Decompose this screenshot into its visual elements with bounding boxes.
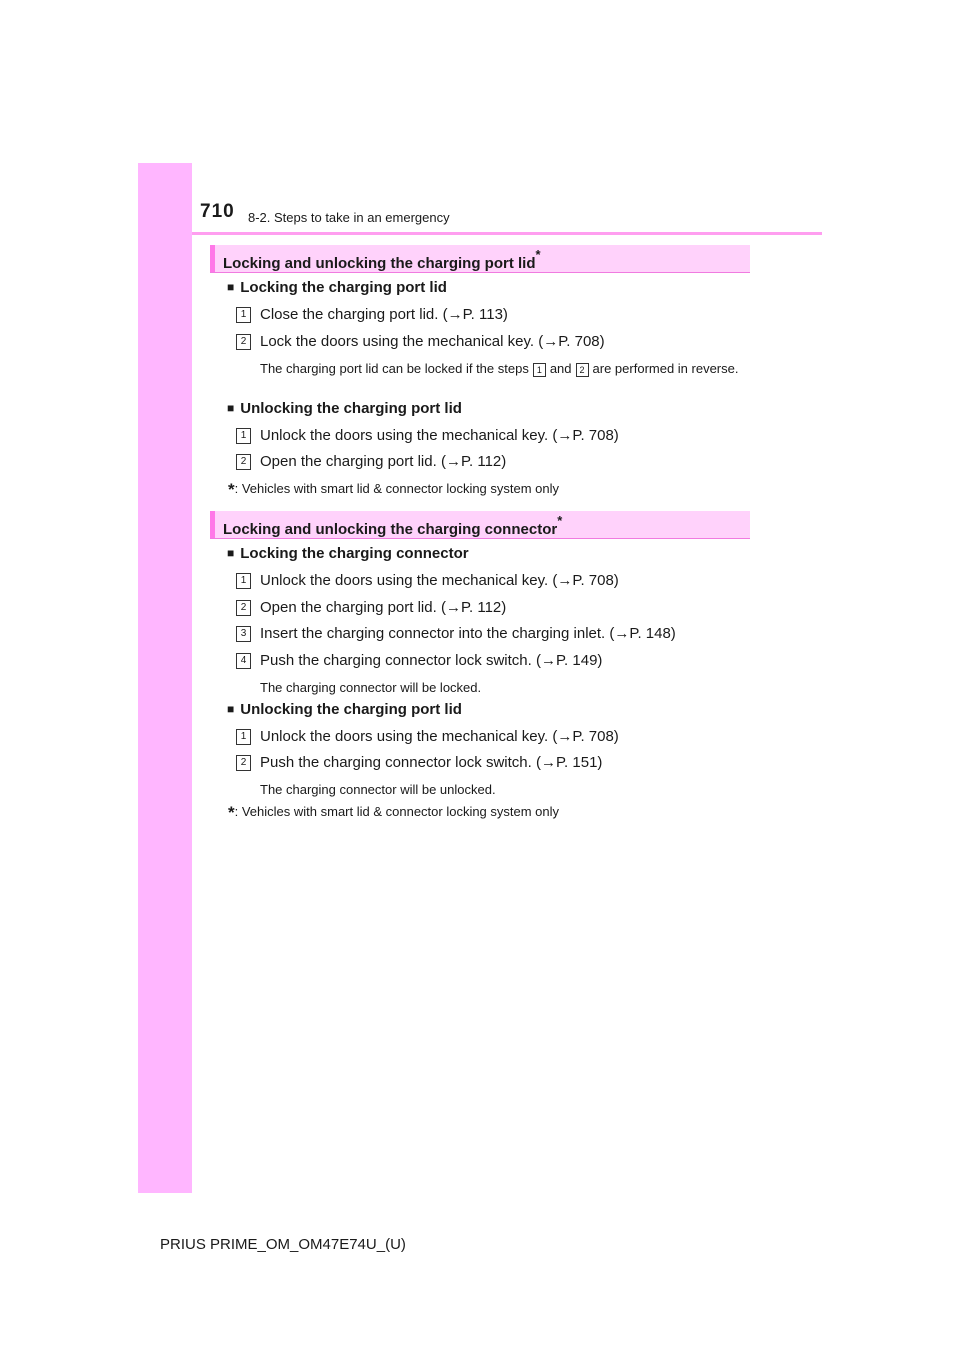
step-number: 1 <box>236 573 251 589</box>
note-text: The charging connector will be locked. <box>260 680 482 695</box>
section-heading-text: Locking and unlocking the charging port lid* <box>223 247 541 272</box>
header-divider <box>192 232 822 235</box>
step-text: Lock the doors using the mechanical key. (→P. 708) <box>260 333 605 350</box>
step-text: Unlock the doors using the mechanical key. (→P. 708) <box>260 572 619 589</box>
step-text: Insert the charging connector into the charging inlet. (→P. 148) <box>260 625 676 642</box>
step-text: Open the charging port lid. (→P. 112) <box>260 453 507 470</box>
step-text: Push the charging connector lock switch. (→P. 151) <box>260 754 603 771</box>
step-text: Unlock the doors using the mechanical key. (→P. 708) <box>260 728 619 745</box>
section-title: 8-2. Steps to take in an emergency <box>248 210 450 225</box>
section-heading-text: Locking and unlocking the charging connector* <box>223 513 563 538</box>
step-text: Open the charging port lid. (→P. 112) <box>260 599 507 616</box>
subheading-locking-port-lid: ■ Locking the charging port lid <box>227 279 447 296</box>
side-tab-bar <box>138 163 192 1193</box>
step-text: Push the charging connector lock switch. (→P. 149) <box>260 652 603 669</box>
footnote: *: Vehicles with smart lid & connector locking system only <box>228 480 560 499</box>
step-number: 3 <box>236 626 251 642</box>
step-number: 1 <box>236 729 251 745</box>
step-number: 1 <box>236 428 251 444</box>
heading-accent <box>210 245 215 272</box>
step-text: Unlock the doors using the mechanical key. (→P. 708) <box>260 427 619 444</box>
note-text: The charging connector will be unlocked. <box>260 782 496 797</box>
step-number: 2 <box>236 755 251 771</box>
note-text: The charging port lid can be locked if the steps 1 and 2 are performed in reverse. <box>260 361 739 376</box>
section-heading-connector <box>210 511 750 539</box>
step-number: 2 <box>236 454 251 470</box>
document-footer: PRIUS PRIME_OM_OM47E74U_(U) <box>160 1236 406 1253</box>
subheading-unlocking-port-lid: ■ Unlocking the charging port lid <box>227 400 462 417</box>
subheading-unlocking-port-lid: ■ Unlocking the charging port lid <box>227 701 462 718</box>
step-text: Close the charging port lid. (→P. 113) <box>260 306 508 323</box>
step-number: 1 <box>236 307 251 323</box>
step-number: 4 <box>236 653 251 669</box>
footnote: *: Vehicles with smart lid & connector locking system only <box>228 803 560 822</box>
inline-step-number: 1 <box>533 363 546 377</box>
heading-accent <box>210 511 215 538</box>
page-number: 710 <box>200 201 235 222</box>
step-number: 2 <box>236 600 251 616</box>
step-number: 2 <box>236 334 251 350</box>
section-heading-port-lid <box>210 245 750 273</box>
subheading-locking-connector: ■ Locking the charging connector <box>227 545 469 562</box>
inline-step-number: 2 <box>576 363 589 377</box>
